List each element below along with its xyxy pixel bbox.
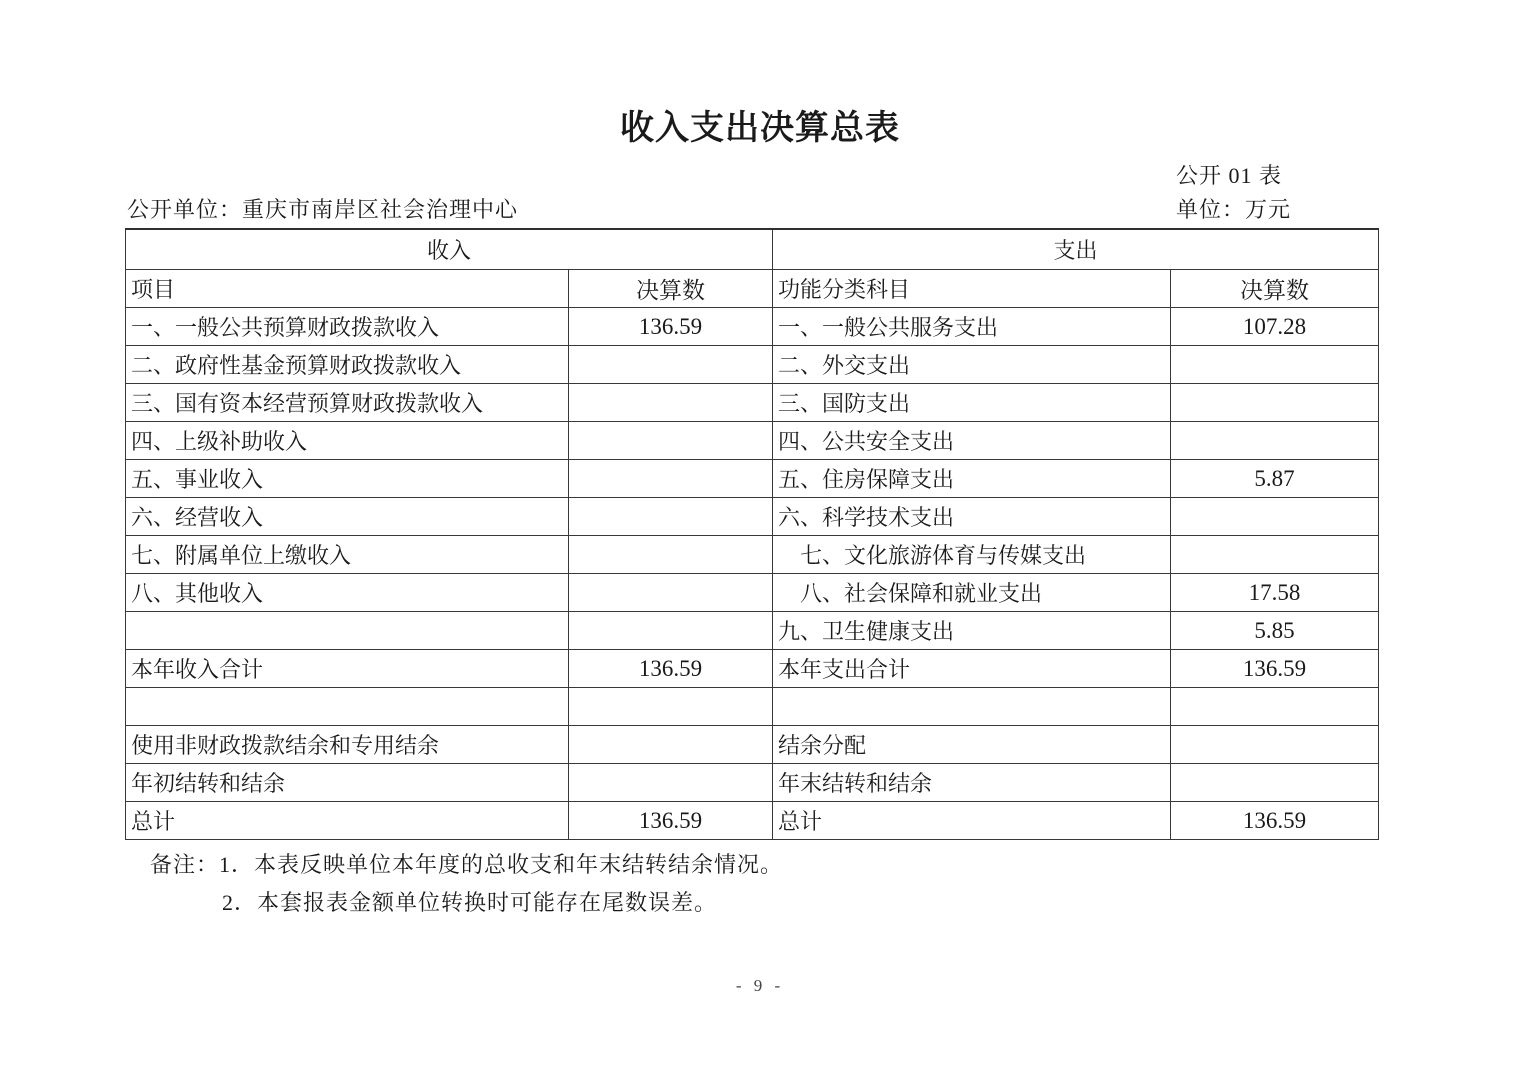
expense-item-cell: 总计 bbox=[773, 802, 1171, 840]
income-item-cell: 七、附属单位上缴收入 bbox=[126, 536, 569, 574]
income-value-cell bbox=[569, 574, 773, 612]
page-number: - 9 - bbox=[735, 976, 785, 995]
income-value-cell bbox=[569, 460, 773, 498]
income-item-cell: 使用非财政拨款结余和专用结余 bbox=[126, 726, 569, 764]
table-row bbox=[126, 498, 1379, 536]
income-item-cell: 一、一般公共预算财政拨款收入 bbox=[126, 308, 569, 346]
table-row bbox=[126, 422, 1379, 460]
expense-item-cell bbox=[773, 688, 1171, 726]
section-header-row bbox=[126, 229, 1379, 270]
expense-item-cell: 五、住房保障支出 bbox=[773, 460, 1171, 498]
publisher-line: 公开单位：重庆市南岸区社会治理中心 bbox=[127, 197, 519, 222]
table-row bbox=[126, 308, 1379, 346]
income-section-header: 收入 bbox=[126, 229, 773, 270]
income-value-cell bbox=[569, 346, 773, 384]
income-item-cell: 六、经营收入 bbox=[126, 498, 569, 536]
table-body bbox=[126, 308, 1379, 840]
expense-value-cell: 136.59 bbox=[1171, 650, 1379, 688]
expense-section-header: 支出 bbox=[773, 229, 1379, 270]
expense-item-cell: 三、国防支出 bbox=[773, 384, 1171, 422]
expense-item-cell: 七、文化旅游体育与传媒支出 bbox=[773, 536, 1171, 574]
income-item-cell: 二、政府性基金预算财政拨款收入 bbox=[126, 346, 569, 384]
income-item-cell: 五、事业收入 bbox=[126, 460, 569, 498]
income-value-cell bbox=[569, 688, 773, 726]
table-row bbox=[126, 536, 1379, 574]
expense-item-cell: 本年支出合计 bbox=[773, 650, 1171, 688]
income-item-cell: 四、上级补助收入 bbox=[126, 422, 569, 460]
income-item-cell: 总计 bbox=[126, 802, 569, 840]
expense-value-cell bbox=[1171, 422, 1379, 460]
income-item-cell: 三、国有资本经营预算财政拨款收入 bbox=[126, 384, 569, 422]
column-header-row bbox=[126, 270, 1379, 308]
table-row bbox=[126, 384, 1379, 422]
col-header-expense-item: 功能分类科目 bbox=[773, 270, 1171, 308]
summary-table bbox=[125, 228, 1379, 840]
table-row bbox=[126, 460, 1379, 498]
income-value-cell bbox=[569, 422, 773, 460]
expense-item-cell: 结余分配 bbox=[773, 726, 1171, 764]
income-value-cell bbox=[569, 384, 773, 422]
expense-value-cell bbox=[1171, 346, 1379, 384]
expense-item-cell: 四、公共安全支出 bbox=[773, 422, 1171, 460]
expense-value-cell bbox=[1171, 536, 1379, 574]
table-row bbox=[126, 574, 1379, 612]
income-value-cell: 136.59 bbox=[569, 308, 773, 346]
expense-value-cell: 107.28 bbox=[1171, 308, 1379, 346]
col-header-income-amount: 决算数 bbox=[569, 270, 773, 308]
income-item-cell bbox=[126, 688, 569, 726]
table-row bbox=[126, 764, 1379, 802]
income-value-cell: 136.59 bbox=[569, 802, 773, 840]
expense-item-cell: 六、科学技术支出 bbox=[773, 498, 1171, 536]
col-header-expense-amount: 决算数 bbox=[1171, 270, 1379, 308]
income-item-cell: 八、其他收入 bbox=[126, 574, 569, 612]
expense-value-cell: 17.58 bbox=[1171, 574, 1379, 612]
expense-value-cell bbox=[1171, 726, 1379, 764]
expense-item-cell: 八、社会保障和就业支出 bbox=[773, 574, 1171, 612]
table-row bbox=[126, 346, 1379, 384]
income-value-cell: 136.59 bbox=[569, 650, 773, 688]
income-item-cell: 年初结转和结余 bbox=[126, 764, 569, 802]
table-row bbox=[126, 688, 1379, 726]
unit-line: 单位：万元 bbox=[1176, 197, 1292, 222]
income-value-cell bbox=[569, 764, 773, 802]
expense-value-cell: 5.87 bbox=[1171, 460, 1379, 498]
table-row bbox=[126, 726, 1379, 764]
table-code: 公开 01 表 bbox=[1176, 163, 1283, 188]
note-line-2: 2．本套报表金额单位转换时可能存在尾数误差。 bbox=[222, 890, 718, 915]
page-title: 收入支出决算总表 bbox=[620, 110, 900, 147]
expense-value-cell bbox=[1171, 498, 1379, 536]
col-header-income-item: 项目 bbox=[126, 270, 569, 308]
table-row bbox=[126, 650, 1379, 688]
note-line-1: 备注：1．本表反映单位本年度的总收支和年末结转结余情况。 bbox=[150, 852, 784, 877]
table-row bbox=[126, 612, 1379, 650]
expense-value-cell bbox=[1171, 384, 1379, 422]
expense-value-cell: 136.59 bbox=[1171, 802, 1379, 840]
expense-value-cell: 5.85 bbox=[1171, 612, 1379, 650]
income-item-cell: 本年收入合计 bbox=[126, 650, 569, 688]
income-value-cell bbox=[569, 498, 773, 536]
expense-value-cell bbox=[1171, 764, 1379, 802]
table-row bbox=[126, 802, 1379, 840]
expense-item-cell: 九、卫生健康支出 bbox=[773, 612, 1171, 650]
expense-value-cell bbox=[1171, 688, 1379, 726]
income-value-cell bbox=[569, 612, 773, 650]
income-value-cell bbox=[569, 726, 773, 764]
expense-item-cell: 二、外交支出 bbox=[773, 346, 1171, 384]
income-item-cell bbox=[126, 612, 569, 650]
expense-item-cell: 一、一般公共服务支出 bbox=[773, 308, 1171, 346]
income-value-cell bbox=[569, 536, 773, 574]
expense-item-cell: 年末结转和结余 bbox=[773, 764, 1171, 802]
